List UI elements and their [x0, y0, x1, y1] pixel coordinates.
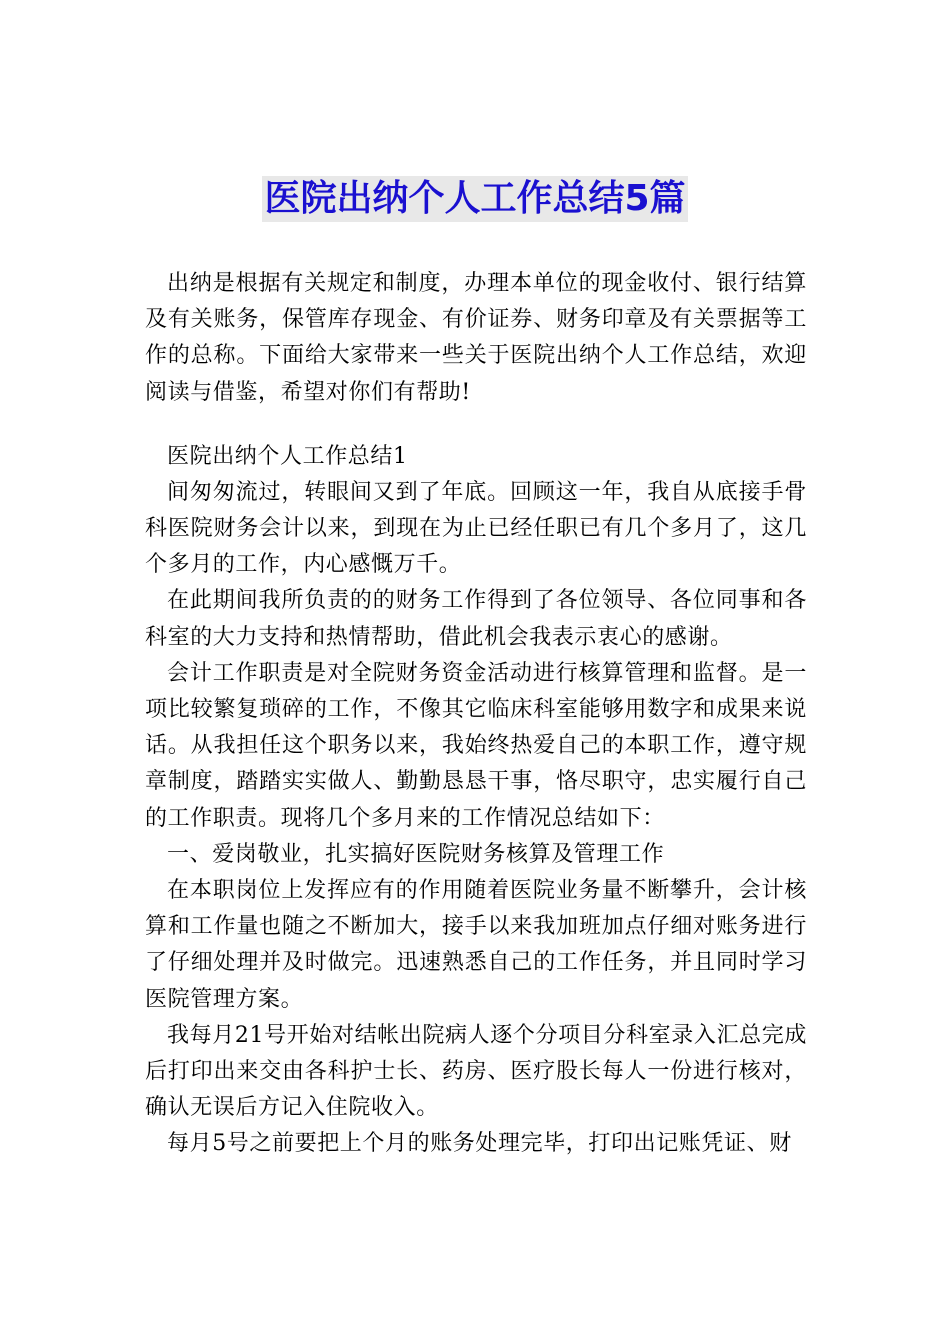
section-heading: 医院出纳个人工作总结1 [167, 443, 408, 469]
intro-paragraph: 出纳是根据有关规定和制度，办理本单位的现金收付、银行结算及有关账务，保管库存现金、有价证券、财务印章及有关票据等工作的总称。下面给大家带来一些关于医院出纳个人工作总结，欢迎阅读与借鉴，希望对你们有帮助! [145, 271, 807, 405]
body-paragraph: 间匆匆流过，转眼间又到了年底。回顾这一年，我自从底接手骨科医院财务会计以来，到现在为止已经任职已有几个多月了，这几个多月的工作，内心感慨万千。 [145, 479, 807, 578]
body-paragraph: 我每月21号开始对结帐出院病人逐个分项目分科室录入汇总完成后打印出来交由各科护士长、药房、医疗股长每人一份进行核对，确认无误后方记入住院收入。 [145, 1022, 807, 1121]
spacer [145, 411, 807, 439]
title-container [0, 176, 950, 222]
body-paragraph: 每月5号之前要把上个月的账务处理完毕，打印出记账凭证、财 [167, 1131, 792, 1157]
subsection-heading: 一、爱岗敬业，扎实搞好医院财务核算及管理工作 [167, 841, 665, 867]
document-body [145, 266, 807, 1163]
document-title: 医院出纳个人工作总结5篇 [262, 176, 687, 222]
body-paragraph: 在本职岗位上发挥应有的作用随着医院业务量不断攀升，会计核算和工作量也随之不断加大，接手以来我加班加点仔细对账务进行了仔细处理并及时做完。迅速熟悉自己的工作任务，并且同时学习医院管理方案。 [145, 878, 807, 1012]
body-paragraph: 会计工作职责是对全院财务资金活动进行核算管理和监督。是一项比较繁复琐碎的工作，不像其它临床科室能够用数字和成果来说话。从我担任这个职务以来，我始终热爱自己的本职工作，遵守规章制度，踏踏实实做人、勤勤恳恳干事，恪尽职守，忠实履行自己的工作职责。现将几个多月来的工作情况总结如下： [145, 660, 807, 831]
body-paragraph: 在此期间我所负责的的财务工作得到了各位领导、各位同事和各科室的大力支持和热情帮助，借此机会我表示衷心的感谢。 [145, 588, 807, 650]
